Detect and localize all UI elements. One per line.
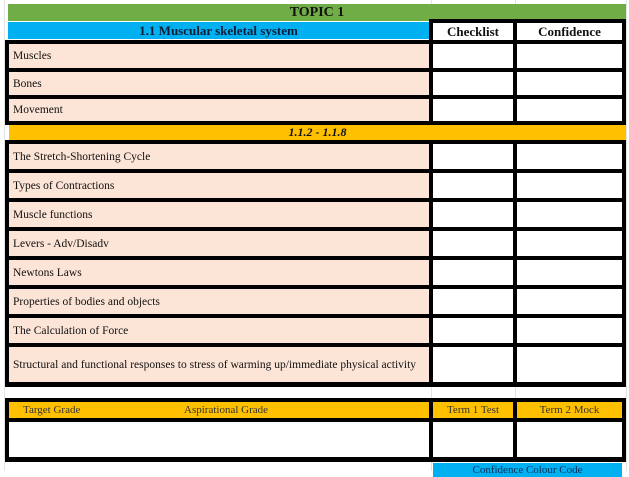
- confidence-cell[interactable]: [517, 318, 622, 343]
- grades-value-cell[interactable]: [9, 422, 429, 457]
- topic-row-label: Newtons Laws: [9, 260, 429, 285]
- confidence-cell[interactable]: [517, 231, 622, 256]
- checklist-cell[interactable]: [433, 144, 513, 169]
- grades-header-left: [9, 402, 429, 418]
- confidence-cell[interactable]: [517, 260, 622, 285]
- aspirational-grade-label: Aspirational Grade: [184, 404, 268, 416]
- topic-row-label: Movement: [9, 99, 429, 121]
- checklist-cell[interactable]: [433, 44, 513, 68]
- subrange-header: 1.1.2 - 1.1.8: [9, 125, 626, 140]
- confidence-cell[interactable]: [517, 44, 622, 68]
- confidence-cell[interactable]: [517, 202, 622, 227]
- topic-row-label: The Stretch-Shortening Cycle: [9, 144, 429, 169]
- column-header-checklist: Checklist: [433, 23, 513, 41]
- term2-mock-value[interactable]: [517, 422, 622, 457]
- topic-row-label: Levers - Adv/Disadv: [9, 231, 429, 256]
- confidence-colour-code-header: Confidence Colour Code: [433, 463, 622, 477]
- checklist-cell[interactable]: [433, 72, 513, 95]
- topic-row-label: Muscles: [9, 44, 429, 68]
- checklist-cell[interactable]: [433, 202, 513, 227]
- confidence-cell[interactable]: [517, 72, 622, 95]
- confidence-cell[interactable]: [517, 347, 622, 382]
- confidence-cell[interactable]: [517, 173, 622, 198]
- term1-test-label: Term 1 Test: [433, 402, 513, 418]
- checklist-cell[interactable]: [433, 99, 513, 121]
- topic-title: TOPIC 1: [8, 4, 626, 21]
- topic-row-label: Muscle functions: [9, 202, 429, 227]
- topic-row-label: Bones: [9, 72, 429, 95]
- checklist-cell[interactable]: [433, 231, 513, 256]
- topic-row-label: Types of Contractions: [9, 173, 429, 198]
- checklist-cell[interactable]: [433, 347, 513, 382]
- term1-test-value[interactable]: [433, 422, 513, 457]
- checklist-cell[interactable]: [433, 260, 513, 285]
- term2-mock-label: Term 2 Mock: [517, 402, 622, 418]
- gridline: [626, 0, 627, 471]
- checklist-cell[interactable]: [433, 173, 513, 198]
- topic-row-label: Properties of bodies and objects: [9, 289, 429, 314]
- column-header-confidence: Confidence: [517, 23, 622, 41]
- confidence-cell[interactable]: [517, 144, 622, 169]
- topic-row-label: The Calculation of Force: [9, 318, 429, 343]
- section-title: 1.1 Muscular skeletal system: [8, 22, 429, 39]
- target-grade-label: Target Grade: [23, 404, 81, 416]
- checklist-cell[interactable]: [433, 289, 513, 314]
- confidence-cell[interactable]: [517, 289, 622, 314]
- topic-row-label: Structural and functional responses to stress of warming up/immediate physical activity: [9, 347, 429, 382]
- confidence-cell[interactable]: [517, 99, 622, 121]
- checklist-cell[interactable]: [433, 318, 513, 343]
